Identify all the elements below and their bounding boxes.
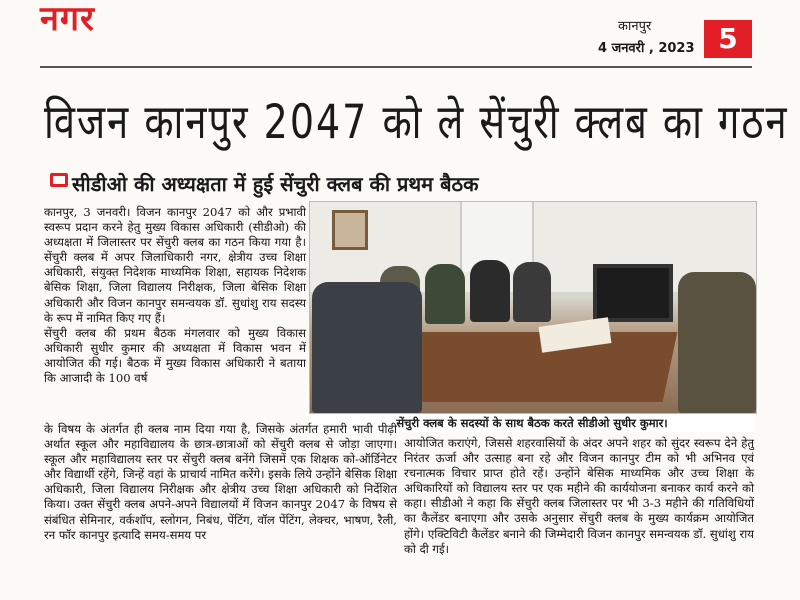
article-column-left: [44, 205, 306, 386]
attendee-figure: [470, 260, 510, 322]
meeting-photo: [309, 201, 757, 414]
edition-date: 4 जनवरी , 2023: [598, 41, 695, 56]
article-column-bottom-left: [44, 422, 397, 543]
meeting-table: [383, 332, 678, 402]
attendee-figure: [425, 264, 465, 324]
edition-city: कानपुर: [618, 19, 652, 34]
computer-monitor: [593, 264, 673, 322]
page-number-badge: 5: [704, 20, 752, 58]
cdo-figure: [678, 272, 756, 413]
wall-portrait: [332, 210, 368, 250]
article-headline: विजन कानपुर 2047 को ले सेंचुरी क्लब का गठन: [44, 94, 789, 150]
header-divider: [40, 66, 752, 68]
newspaper-masthead: नगर: [40, 0, 95, 39]
body-paragraph-2: सेंचुरी क्लब की प्रथम बैठक मंगलवार को मुख्य विकास अधिकारी सुधीर कुमार की अध्यक्षता में विकास भवन में आयोजित की गई। बैठक में मुख्य विकास अधिकारी ने बताया कि आजादी के 100 वर्ष: [44, 325, 306, 386]
attendee-figure-foreground: [312, 282, 422, 413]
square-bullet-icon: [50, 173, 68, 187]
lead-paragraph: कानपुर, 3 जनवरी। विजन कानपुर 2047 को और प्रभावी स्वरूप प्रदान करने हेतु मुख्य विकास अधिकारी (सीडीओ) की अध्यक्षता में जिलास्तर पर सेंचुरी क्लब का गठन किया गया है। सेंचुरी क्लब में अपर जिलाधिकारी नगर, क्षेत्रीय उच्च शिक्षा अधिकारी, संयुक्त निदेशक माध्यमिक शिक्षा, सहायक निदेशक बेसिक शिक्षा, जिला विद्यालय निरीक्षक, जिला बेसिक शिक्षा अधिकारी और विजन कानपुर समन्वयक डॉ. सुधांशु राय सदस्य के रूप में नामित किए गए हैं।: [44, 205, 306, 325]
article-subheadline: सीडीओ की अध्यक्षता में हुई सेंचुरी क्लब की प्रथम बैठक: [72, 172, 479, 196]
article-column-bottom-right: [404, 436, 754, 557]
body-paragraph-4: आयोजित कराएंगे, जिससे शहरवासियों के अंदर अपने शहर को सुंदर स्वरूप देने हेतु निरंतर ऊर्जा और उत्साह बना रहे और विजन कानपुर टीम को भी अभिनव एवं रचनात्मक विचार प्राप्त होते रहें। उन्होंने बेसिक माध्यमिक और उच्च शिक्षा के अधिकारियों को विद्यालय स्तर पर एक महीने की कार्ययोजना बनाकर कार्य करने को कहा। सीडीओ ने कहा कि सेंचुरी क्लब जिलास्तर पर भी 3-3 महीने की गतिविधियों का कैलेंडर बनाएगा और उसके अनुसार सेंचुरी क्लब के मुख्य कार्यक्रम आयोजित होंगे। एक्टिविटी कैलेंडर बनाने की जिम्मेदारी विजन कानपुर समन्वयक डॉ. सुधांशु राय को दी गई।: [404, 436, 754, 556]
body-paragraph-3: के विषय के अंतर्गत ही क्लब नाम दिया गया है, जिसके अंतर्गत हमारी भावी पीढ़ी अर्थात स्कूल और महाविद्यालय के छात्र-छात्राओं को सेंचुरी क्लब से जोड़ा जाएगा। स्कूल और महाविद्यालय स्तर पर सेंचुरी क्लब बनेंगे जिसमें एक शिक्षक को-ऑर्डिनेटर और विद्यार्थी रहेंगे, जिन्हें वहां के प्राचार्य नामित करेंगे। इसके लिये उन्होंने बेसिक शिक्षा अधिकारी, जिला विद्यालय निरीक्षक और क्षेत्रीय उच्च शिक्षा अधिकारी को निर्देशित किया। उक्त सेंचुरी क्लब अपने-अपने विद्यालयों में विजन कानपुर 2047 के विषय से संबंधित सेमिनार, वर्कशॉप, स्लोगन, निबंध, पेंटिंग, वॉल पेंटिंग, लेक्चर, भाषण, रैली, रन फॉर कानपुर इत्यादि समय-समय पर: [44, 422, 397, 542]
photo-caption: सेंचुरी क्लब के सदस्यों के साथ बैठक करते सीडीओ सुधीर कुमार।: [309, 414, 755, 432]
attendee-figure: [513, 262, 551, 322]
